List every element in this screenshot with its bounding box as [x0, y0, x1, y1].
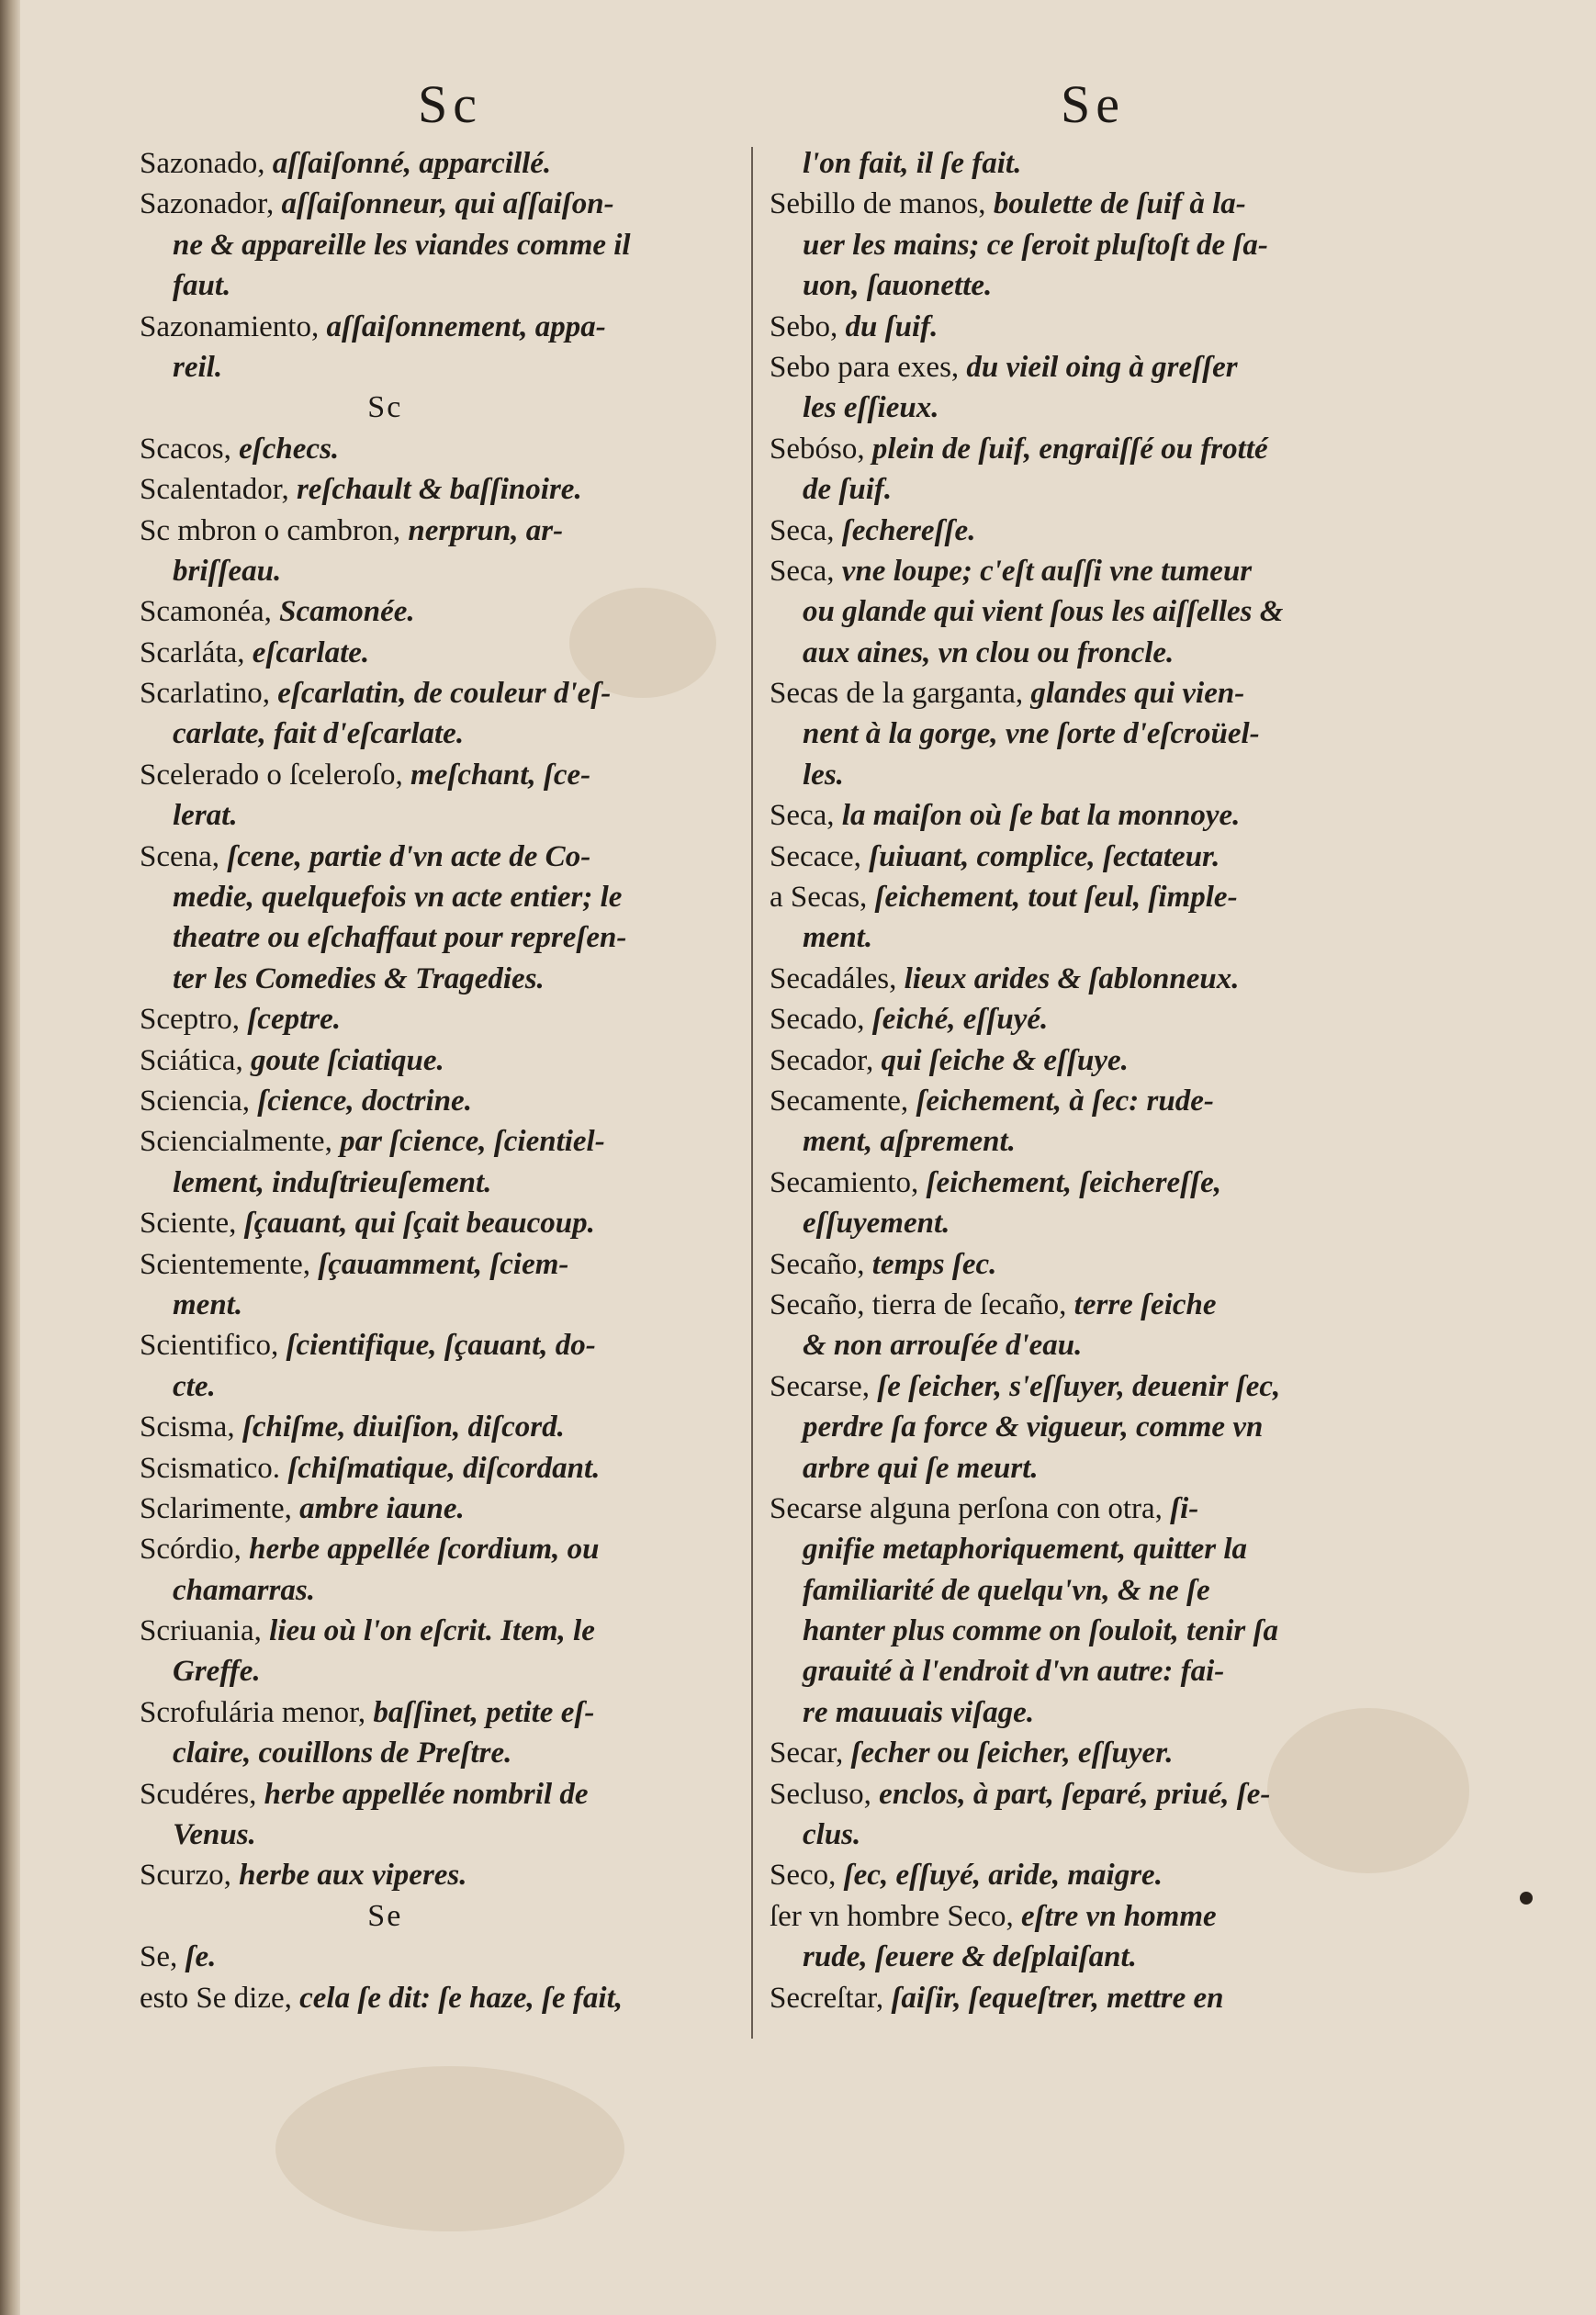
definition: plein de ſuif, engraiſſé ou frotté	[871, 432, 1268, 466]
entry-line	[770, 1366, 1283, 1407]
entry-line	[140, 1978, 631, 2018]
definition: ſcene, partie d'vn acte de Co-	[227, 839, 591, 873]
entry-continuation-line	[770, 1203, 1283, 1243]
headword: Secaño, tierra de ſecaño,	[770, 1287, 1074, 1321]
entry-line	[140, 837, 631, 877]
entry-line	[140, 1774, 631, 1815]
entry-line	[140, 1325, 631, 1365]
definition: aſſaiſonné, apparcillé.	[272, 147, 552, 180]
left-entry-list	[140, 143, 631, 2018]
paper-stain	[275, 2066, 624, 2231]
definition: ſçauamment, ſciem-	[318, 1247, 569, 1281]
headword: Sc mbron o cambron,	[140, 513, 409, 547]
headword: Sciencia,	[140, 1084, 258, 1118]
entry-line	[140, 1121, 631, 1162]
headword: Scarláta,	[140, 635, 253, 669]
entry-line	[140, 755, 631, 795]
entry-line	[140, 1489, 631, 1529]
entry-continuation-line	[140, 551, 631, 591]
headword: Scismatico.	[140, 1451, 288, 1485]
entry-line	[140, 633, 631, 673]
headword: Sebo para exes,	[770, 350, 967, 384]
page-binding-edge	[0, 0, 20, 2315]
headword: Sebóso,	[770, 432, 872, 466]
definition: ſeichement, à ſec: rude-	[916, 1084, 1214, 1118]
headword: Secace,	[770, 839, 870, 873]
entry-line	[140, 143, 631, 184]
entry-line	[140, 1611, 631, 1651]
headword: a Secas,	[770, 881, 875, 915]
entry-line	[770, 795, 1283, 836]
headword: Scamonéa,	[140, 595, 280, 629]
definition: reſchault & baſſinoire.	[296, 473, 582, 507]
entry-continuation-line	[140, 959, 631, 999]
entry-continuation-line	[770, 469, 1283, 510]
definition: enclos, à part, ſeparé, priué, ſe-	[879, 1777, 1271, 1811]
definition: goute ſciatique.	[250, 1043, 444, 1077]
definition: ambre iaune.	[299, 1491, 465, 1525]
headword: Scacos,	[140, 432, 240, 466]
definition: chamarras.	[173, 1573, 315, 1607]
definition: du ſuif.	[845, 309, 938, 343]
entry-continuation-line	[140, 225, 631, 265]
entry-continuation-line	[770, 1448, 1283, 1489]
headword: Sciática,	[140, 1043, 251, 1077]
entry-continuation-line	[770, 1570, 1283, 1611]
entry-continuation-line	[140, 1651, 631, 1691]
headword: Scurzo,	[140, 1859, 240, 1893]
definition: ſe ſeicher, s'eſſuyer, deuenir ſec,	[877, 1369, 1281, 1403]
entry-line	[770, 877, 1283, 917]
entry-line	[140, 1855, 631, 1895]
definition: aſſaiſonnement, appa-	[326, 309, 606, 343]
headword: Scórdio,	[140, 1533, 250, 1567]
entry-line	[140, 1937, 631, 1977]
headword: Scudéres,	[140, 1777, 264, 1811]
entry-continuation-line	[770, 1651, 1283, 1691]
headword: Seca,	[770, 554, 842, 588]
headword: Secamente,	[770, 1084, 916, 1118]
headword: Sazonador,	[140, 187, 282, 221]
definition: Venus.	[173, 1818, 256, 1852]
entry-line	[770, 1040, 1283, 1081]
entry-line	[770, 1733, 1283, 1773]
entry-continuation-line	[770, 225, 1283, 265]
section-subheading	[140, 1896, 631, 1937]
headword: Secadáles,	[770, 961, 905, 995]
definition: ment.	[173, 1287, 243, 1321]
headword: Sclarimente,	[140, 1491, 300, 1525]
headword: Scientifico,	[140, 1329, 287, 1363]
definition: ſecher ou ſeicher, eſſuyer.	[850, 1736, 1174, 1770]
entry-line	[770, 837, 1283, 877]
definition: ſcientifique, ſçauant, do-	[286, 1329, 596, 1363]
right-entry-list	[770, 143, 1283, 2018]
definition: temps ſec.	[871, 1247, 997, 1281]
definition: uer les mains; ce ſeroit pluſtoſt de ſa-	[803, 228, 1268, 262]
definition: reil.	[173, 350, 223, 384]
definition: arbre qui ſe meurt.	[803, 1451, 1039, 1485]
definition: eſchecs.	[239, 432, 340, 466]
entry-line	[770, 999, 1283, 1040]
definition: re mauuais viſage.	[803, 1695, 1035, 1729]
entry-continuation-line	[140, 1815, 631, 1855]
definition: ſçauant, qui ſçait beaucoup.	[243, 1207, 595, 1241]
headword: Scriuania,	[140, 1614, 270, 1648]
definition: ſcience, doctrine.	[257, 1084, 472, 1118]
entry-continuation-line	[770, 1529, 1283, 1569]
headword: Seco,	[770, 1859, 844, 1893]
definition: carlate, fait d'eſcarlate.	[173, 717, 465, 751]
entry-continuation-line	[140, 1570, 631, 1611]
definition: briſſeau.	[173, 554, 282, 588]
definition: la maiſon où ſe bat la monnoye.	[841, 799, 1241, 833]
definition: ou glande qui vient ſous les aiſſelles &	[803, 595, 1284, 629]
definition: ſceptre.	[247, 1003, 342, 1037]
headword: Seca,	[770, 799, 842, 833]
entry-line	[140, 1407, 631, 1447]
entry-continuation-line	[140, 877, 631, 917]
entry-line	[770, 1163, 1283, 1203]
definition: lement, induſtrieuſement.	[173, 1165, 492, 1199]
entry-line	[770, 1244, 1283, 1285]
definition: familiarité de quelqu'vn, & ne ſe	[803, 1573, 1210, 1607]
entry-line	[140, 1692, 631, 1733]
definition: Greffe.	[173, 1655, 261, 1689]
entry-line	[140, 511, 631, 551]
headword: Secas de la garganta,	[770, 677, 1031, 711]
entry-line	[770, 1489, 1283, 1529]
definition: lieux arides & ſablonneux.	[904, 961, 1240, 995]
entry-line	[770, 673, 1283, 714]
definition: ſchiſmatique, diſcordant.	[287, 1451, 601, 1485]
entry-continuation-line	[770, 265, 1283, 306]
entry-line	[140, 429, 631, 469]
headword: Scena,	[140, 839, 228, 873]
headword: Sciencialmente,	[140, 1125, 341, 1159]
headword: Secreſtar,	[770, 1981, 892, 2015]
entry-line	[770, 347, 1283, 388]
entry-line	[140, 1203, 631, 1243]
entry-continuation-line	[140, 917, 631, 958]
entry-line	[140, 469, 631, 510]
headword: Secarse,	[770, 1369, 878, 1403]
definition: cte.	[173, 1369, 216, 1403]
definition: Scamonée.	[279, 595, 415, 629]
entry-line	[140, 999, 631, 1040]
entry-continuation-line	[140, 1733, 631, 1773]
definition: perdre ſa force & vigueur, comme vn	[803, 1410, 1264, 1444]
definition: vne loupe; c'eſt auſſi vne tumeur	[841, 554, 1253, 588]
definition: ſuiuant, complice, ſectateur.	[869, 839, 1220, 873]
entry-continuation-line	[140, 347, 631, 388]
section-letter: Se	[367, 1898, 403, 1933]
definition: ſchiſme, diuiſion, diſcord.	[242, 1410, 565, 1444]
headword: Secador,	[770, 1043, 882, 1077]
headword: Sebillo de manos,	[770, 187, 994, 221]
entry-continuation-line	[770, 1815, 1283, 1855]
entry-continuation-line	[140, 795, 631, 836]
definition: herbe aux viperes.	[239, 1859, 467, 1893]
entry-continuation-line	[770, 143, 1283, 184]
definition: nerprun, ar-	[408, 513, 564, 547]
entry-line	[770, 1855, 1283, 1895]
definition: lieu où l'on eſcrit. Item, le	[269, 1614, 595, 1648]
definition: qui ſeiche & eſſuye.	[881, 1043, 1129, 1077]
entry-line	[140, 1448, 631, 1489]
definition: grauité à l'endroit d'vn autre: fai-	[803, 1655, 1225, 1689]
entry-continuation-line	[140, 714, 631, 754]
definition: terre ſeiche	[1073, 1287, 1217, 1321]
entry-line	[770, 551, 1283, 591]
entry-continuation-line	[140, 265, 631, 306]
entry-continuation-line	[140, 1163, 631, 1203]
running-head-right: Se	[1061, 74, 1125, 134]
definition: faut.	[173, 269, 231, 303]
entry-continuation-line	[770, 917, 1283, 958]
headword: Sciente,	[140, 1207, 244, 1241]
headword: Secarse alguna perſona con otra,	[770, 1491, 1171, 1525]
entry-line	[770, 1978, 1283, 2018]
definition: eſſuyement.	[803, 1207, 950, 1241]
entry-continuation-line	[770, 591, 1283, 632]
headword: Sazonamiento,	[140, 309, 327, 343]
entry-continuation-line	[770, 633, 1283, 673]
entry-continuation-line	[770, 1611, 1283, 1651]
section-subheading	[140, 388, 631, 428]
entry-continuation-line	[770, 755, 1283, 795]
headword: esto Se dize,	[140, 1981, 300, 2015]
entry-line	[140, 307, 631, 347]
definition: l'on fait, il ſe fait.	[803, 147, 1022, 180]
section-letter: Sc	[367, 390, 403, 425]
headword: Se,	[140, 1940, 185, 1974]
definition: cela ſe dit: ſe haze, ſe fait,	[299, 1981, 623, 2015]
entry-continuation-line	[770, 714, 1283, 754]
definition: uon, ſauonette.	[803, 269, 993, 303]
running-head-left: Sc	[418, 74, 482, 134]
entry-line	[140, 673, 631, 714]
definition: boulette de ſuif à la-	[993, 187, 1246, 221]
entry-continuation-line	[770, 388, 1283, 428]
entry-line	[140, 1244, 631, 1285]
entry-continuation-line	[770, 1937, 1283, 1977]
headword: Scalentador,	[140, 473, 297, 507]
definition: ſeichement, tout ſeul, ſimple-	[874, 881, 1238, 915]
definition: gnifie metaphoriquement, quitter la	[803, 1533, 1248, 1567]
definition: de ſuif.	[803, 473, 893, 507]
definition: herbe appellée nombril de	[264, 1777, 589, 1811]
headword: Sazonado,	[140, 147, 273, 180]
entry-continuation-line	[140, 1285, 631, 1325]
definition: ſe.	[185, 1940, 217, 1974]
definition: eſtre vn homme	[1021, 1899, 1217, 1933]
definition: ſeiché, eſſuyé.	[871, 1003, 1049, 1037]
definition: hanter plus comme on ſouloit, tenir ſa	[803, 1614, 1278, 1648]
entry-line	[770, 1774, 1283, 1815]
headword: Scientemente,	[140, 1247, 319, 1281]
definition: rude, ſeuere & deſplaiſant.	[803, 1940, 1137, 1974]
definition: ſaiſir, ſequeſtrer, mettre en	[891, 1981, 1224, 2015]
entry-line	[140, 184, 631, 224]
entry-line	[770, 1285, 1283, 1325]
definition: ſi-	[1170, 1491, 1199, 1525]
headword: Secaño,	[770, 1247, 872, 1281]
definition: & non arrouſée d'eau.	[803, 1329, 1083, 1363]
headword: Scelerado o ſceleroſo,	[140, 758, 411, 792]
definition: ne & appareille les viandes comme il	[173, 228, 631, 262]
entry-line	[770, 307, 1283, 347]
definition: lerat.	[173, 799, 238, 833]
definition: ment.	[803, 921, 873, 955]
definition: ter les Comedies & Tragedies.	[173, 961, 545, 995]
headword: Secar,	[770, 1736, 851, 1770]
definition: nent à la gorge, vne ſorte d'eſcroüel-	[803, 717, 1260, 751]
entry-line	[770, 511, 1283, 551]
definition: ment, aſprement.	[803, 1125, 1016, 1159]
headword: Secluso,	[770, 1777, 880, 1811]
definition: les.	[803, 758, 844, 792]
paper-stain	[1267, 1708, 1469, 1873]
entry-line	[140, 1081, 631, 1121]
headword: Sebo,	[770, 309, 846, 343]
headword: ſer vn hombre Seco,	[770, 1899, 1022, 1933]
column-divider	[751, 147, 753, 2039]
definition: baſſinet, petite eſ-	[373, 1695, 595, 1729]
definition: aſſaiſonneur, qui aſſaiſon-	[281, 187, 614, 221]
definition: eſcarlatin, de couleur d'eſ-	[277, 677, 612, 711]
definition: par ſcience, ſcientiel-	[340, 1125, 605, 1159]
definition: claire, couillons de Preſtre.	[173, 1736, 512, 1770]
definition: ſechereſſe.	[841, 513, 976, 547]
entry-line	[770, 429, 1283, 469]
definition: medie, quelquefois vn acte entier; le	[173, 881, 623, 915]
entry-continuation-line	[770, 1407, 1283, 1447]
definition: glandes qui vien-	[1030, 677, 1245, 711]
entry-line	[140, 1040, 631, 1081]
headword: Scarlatino,	[140, 677, 278, 711]
headword: Secado,	[770, 1003, 872, 1037]
definition: ſeichement, ſeichereſſe,	[926, 1165, 1222, 1199]
entry-line	[770, 184, 1283, 224]
entry-continuation-line	[770, 1692, 1283, 1733]
entry-line	[770, 1896, 1283, 1937]
definition: theatre ou eſchaffaut pour repreſen-	[173, 921, 627, 955]
headword: Secamiento,	[770, 1165, 927, 1199]
definition: herbe appellée ſcordium, ou	[249, 1533, 600, 1567]
entry-line	[770, 1081, 1283, 1121]
entry-continuation-line	[140, 1366, 631, 1407]
entry-line	[140, 591, 631, 632]
ink-spot	[1520, 1892, 1533, 1905]
definition: clus.	[803, 1818, 861, 1852]
entry-continuation-line	[770, 1121, 1283, 1162]
entry-line	[140, 1529, 631, 1569]
definition: du vieil oing à greſſer	[966, 350, 1238, 384]
headword: Scrofulária menor,	[140, 1695, 374, 1729]
definition: eſcarlate.	[252, 635, 370, 669]
headword: Sceptro,	[140, 1003, 248, 1037]
headword: Seca,	[770, 513, 842, 547]
entry-continuation-line	[770, 1325, 1283, 1365]
headword: Scisma,	[140, 1410, 242, 1444]
definition: ſec, eſſuyé, aride, maigre.	[843, 1859, 1163, 1893]
definition: aux aines, vn clou ou froncle.	[803, 635, 1175, 669]
entry-line	[770, 959, 1283, 999]
definition: meſchant, ſce-	[410, 758, 591, 792]
definition: les eſſieux.	[803, 391, 939, 425]
